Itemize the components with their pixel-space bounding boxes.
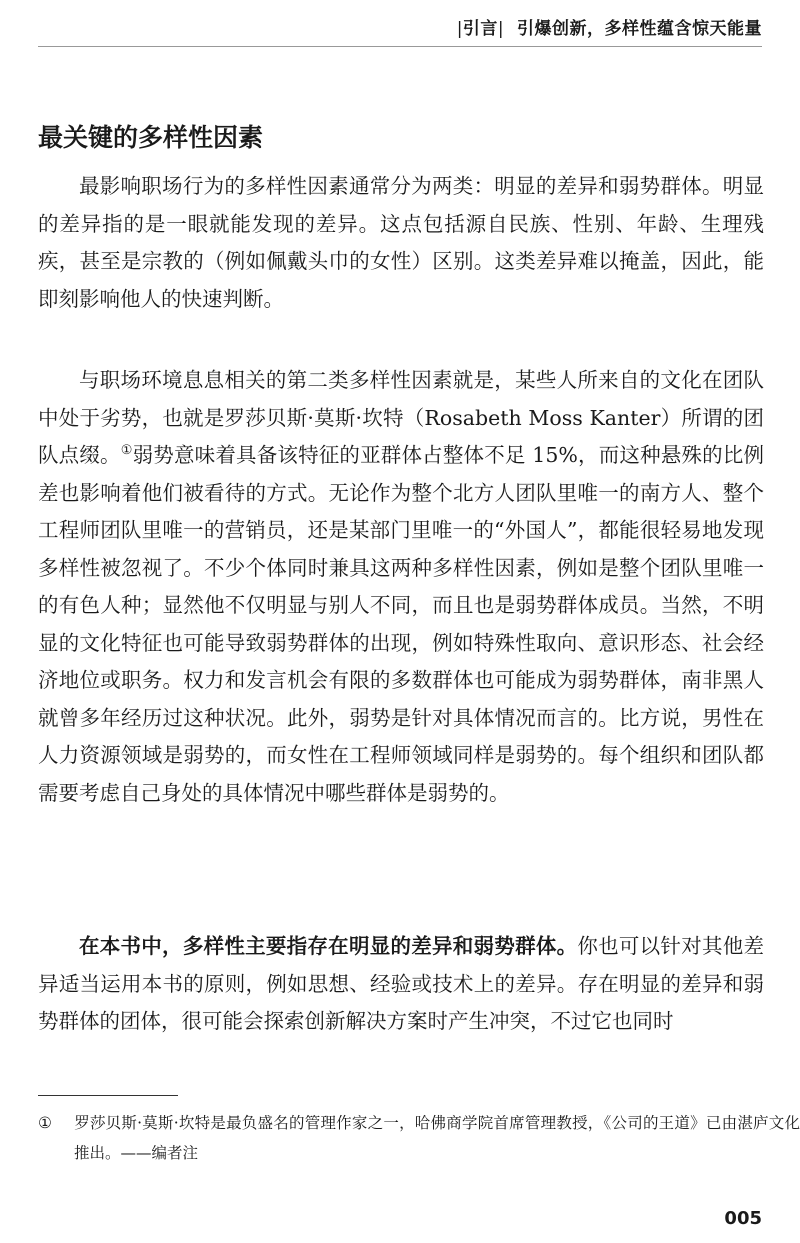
- running-head-chapter-title: 引爆创新，多样性蕴含惊天能量: [517, 19, 762, 39]
- running-head-divider: |: [456, 19, 463, 39]
- body-paragraph: [38, 928, 764, 1041]
- footnote-text: 罗莎贝斯·莫斯·坎特是最负盛名的管理作家之一，哈佛商学院首席管理教授，《公司的王道》已由湛庐文化推出。——编者注: [74, 1114, 800, 1162]
- paragraph-text: 你也可以针对其他差异适当运用本书的原则，例如思想、经验或技术上的差异。存在明显的差异和弱势群体的团体，很可能会探索创新解决方案时产生冲突，不过它也同时: [38, 934, 764, 1033]
- footnote-marker: ①: [38, 1114, 52, 1132]
- body-paragraph: [38, 362, 764, 812]
- footnote-reference[interactable]: ①: [120, 443, 133, 459]
- paragraph-text: 与职场环境息息相关的第二类多样性因素就是，某些人所来自的文化在团队中处于劣势，也就是罗莎贝斯·莫斯·坎特（Rosabeth Moss Kanter）所谓的团队点缀。: [38, 368, 764, 467]
- running-head-section: 引言: [462, 19, 498, 39]
- paragraph-text: 弱势意味着具备该特征的亚群体占整体不足 15%，而这种悬殊的比例差也影响着他们被看待的方式。无论作为整个北方人团队里唯一的南方人、整个工程师团队里唯一的营销员，还是某部门里唯一的“外国人”，都能很轻易地发现多样性被忽视了。不少个体同时兼具这两种多样性因素，例如是整个团队里唯一的有色人种；显然他不仅明显与别人不同，而且也是弱势群体成员。当然，不明显的文化特征也可能导致弱势群体的出现，例如特殊性取向、意识形态、社会经济地位或职务。权力和发言机会有限的多数群体也可能成为弱势群体，南非黑人就曾多年经历过这种状况。此外，弱势是针对具体情况而言的。比方说，男性在人力资源领域是弱势的，而女性在工程师领域同样是弱势的。每个组织和团队都需要考虑自己身处的具体情况中哪些群体是弱势的。: [38, 443, 765, 805]
- page-number: 005: [724, 1208, 762, 1229]
- footnote-rule: [38, 1095, 178, 1096]
- running-head-divider: |: [497, 19, 505, 39]
- running-head: [457, 14, 762, 39]
- section-title: 最关键的多样性因素: [38, 123, 264, 152]
- body-paragraph: [38, 168, 764, 318]
- paragraph-text: 最影响职场行为的多样性因素通常分为两类：明显的差异和弱势群体。明显的差异指的是一眼就能发现的差异。这点包括源自民族、性别、年龄、生理残疾，甚至是宗教的（例如佩戴头巾的女性）区别。这类差异难以掩盖，因此，能即刻影响他人的快速判断。: [38, 174, 764, 311]
- paragraph-bold-lead: 在本书中，多样性主要指存在明显的差异和弱势群体。: [79, 934, 578, 958]
- footnote: [38, 1108, 800, 1168]
- running-head-rule: [38, 46, 762, 47]
